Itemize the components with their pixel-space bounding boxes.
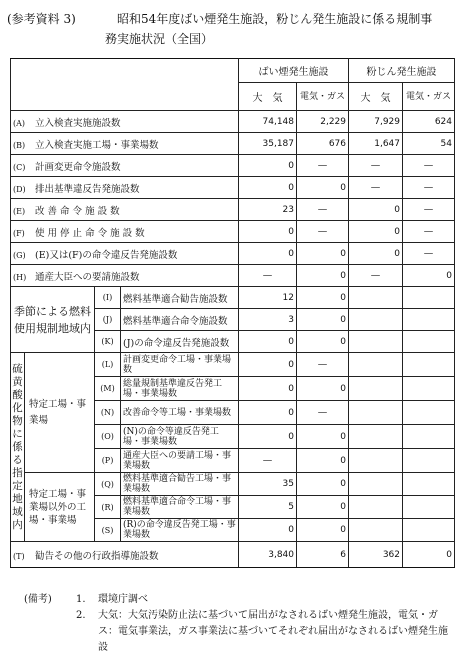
group-sox-designated-area: 硫黄酸化物に係る指定地域内 <box>11 353 25 542</box>
note-1: 環境庁調べ <box>98 594 148 605</box>
cell: 12 <box>239 287 297 309</box>
cell: 0 <box>403 265 455 287</box>
header-elec-gas-2: 電気・ガス <box>403 83 455 111</box>
group-seasonal-fuel-area: 季節による燃料使用規制地域内 <box>11 287 95 353</box>
cell: 0 <box>239 425 297 449</box>
row-key: (K) <box>95 331 121 353</box>
cell: — <box>349 265 403 287</box>
row-key: (A) <box>13 118 26 128</box>
cell: 0 <box>297 449 349 473</box>
row-key: (O) <box>95 425 121 449</box>
subgroup-other-factories: 特定工場・事業場以外の工場・事業場 <box>25 473 95 542</box>
cell <box>349 519 403 542</box>
row-label: 排出基準違反告発施設数 <box>35 183 140 195</box>
cell <box>349 401 403 425</box>
cell: 2,229 <box>297 111 349 133</box>
row-key: (B) <box>13 140 26 150</box>
cell: 35,187 <box>239 133 297 155</box>
row-key: (L) <box>95 353 121 377</box>
cell: 6 <box>297 542 349 568</box>
row-label: 燃料基準適合勧告施設数 <box>121 287 239 309</box>
header-air: 大 気 <box>239 83 297 111</box>
cell: 3 <box>239 309 297 331</box>
cell: — <box>297 199 349 221</box>
row-label: 勧告その他の行政指導施設数 <box>35 550 159 562</box>
row-label: (N)の命令等違反告発工場・事業場数 <box>121 425 239 449</box>
reference-label: (参考資料 3) <box>7 12 76 26</box>
cell <box>403 331 455 353</box>
cell: 0 <box>403 542 455 568</box>
cell: 0 <box>239 155 297 177</box>
row-key: (R) <box>95 496 121 519</box>
cell: 54 <box>403 133 455 155</box>
row-label: 燃料基準適合勧告工場・事業場数 <box>121 473 239 496</box>
note-index: 1. <box>76 594 86 605</box>
table-row <box>11 155 455 177</box>
cell: 0 <box>349 243 403 265</box>
cell <box>349 473 403 496</box>
row-label: 燃料基準適合命令工場・事業場数 <box>121 496 239 519</box>
cell: 0 <box>297 243 349 265</box>
cell <box>403 377 455 401</box>
cell <box>349 449 403 473</box>
cell <box>403 425 455 449</box>
cell: 0 <box>239 177 297 199</box>
cell: 0 <box>297 473 349 496</box>
table-row <box>11 473 455 496</box>
cell: 7,929 <box>349 111 403 133</box>
cell: 0 <box>297 331 349 353</box>
cell: — <box>403 221 455 243</box>
row-label: 使 用 停 止 命 令 施 設 数 <box>35 227 145 239</box>
cell: — <box>403 155 455 177</box>
cell: 0 <box>297 177 349 199</box>
row-key: (Q) <box>95 473 121 496</box>
cell: 676 <box>297 133 349 155</box>
document-title <box>7 9 457 49</box>
cell: 35 <box>239 473 297 496</box>
header-blank <box>11 59 239 111</box>
table-row <box>11 265 455 287</box>
table-row <box>11 111 455 133</box>
subgroup-specified-factories: 特定工場・事業場 <box>25 353 95 473</box>
cell: — <box>403 177 455 199</box>
cell: — <box>297 353 349 377</box>
cell: 23 <box>239 199 297 221</box>
cell <box>403 287 455 309</box>
cell: — <box>349 177 403 199</box>
cell <box>403 309 455 331</box>
header-elec-gas: 電気・ガス <box>297 83 349 111</box>
row-key: (C) <box>13 162 26 172</box>
note-2: 大気：大気汚染防止法に基づいて届出がなされるばい煙発生施設，電気・ガス：電気事業法，ガス事業法に基づいてそれぞれ届出がなされるばい煙発生施設 <box>98 610 448 653</box>
cell: 0 <box>297 519 349 542</box>
row-label: 総量規制基準違反告発工場・事業場数 <box>121 377 239 401</box>
cell: 0 <box>297 425 349 449</box>
row-key: (N) <box>95 401 121 425</box>
title-line-2: 務実施状況（全国） <box>105 32 214 46</box>
regulation-table <box>10 58 455 568</box>
cell: 0 <box>239 353 297 377</box>
cell <box>349 496 403 519</box>
notes <box>24 592 454 656</box>
cell: 0 <box>297 287 349 309</box>
row-key: (H) <box>13 272 27 282</box>
row-label: (J)の命令違反告発施設数 <box>121 331 239 353</box>
table-row <box>11 177 455 199</box>
cell: 0 <box>239 331 297 353</box>
row-label: 立入検査実施工場・事業場数 <box>35 139 159 151</box>
row-key: (S) <box>95 519 121 542</box>
header-dust-facilities: 粉じん発生施設 <box>349 59 455 83</box>
row-key: (M) <box>95 377 121 401</box>
header-air-2: 大 気 <box>349 83 403 111</box>
cell: 624 <box>403 111 455 133</box>
cell <box>349 331 403 353</box>
table-row <box>11 353 455 377</box>
table-row <box>11 243 455 265</box>
title-line-1: 昭和54年度ばい煙発生施設，粉じん発生施設に係る規制事 <box>117 12 433 26</box>
cell: — <box>297 155 349 177</box>
cell: 74,148 <box>239 111 297 133</box>
row-label: (E)又は(F)の命令違反告発施設数 <box>35 249 178 261</box>
header-soot-facilities: ばい煙発生施設 <box>239 59 349 83</box>
cell: 1,647 <box>349 133 403 155</box>
row-key: (T) <box>13 551 25 561</box>
table-row <box>11 221 455 243</box>
cell: — <box>239 265 297 287</box>
cell <box>349 425 403 449</box>
cell: 0 <box>239 243 297 265</box>
row-key: (E) <box>13 206 26 216</box>
cell <box>403 496 455 519</box>
row-key: (D) <box>13 184 26 194</box>
cell <box>403 519 455 542</box>
note-index: 2. <box>76 610 86 621</box>
notes-label: (備考) <box>24 594 52 605</box>
row-key: (J) <box>95 309 121 331</box>
cell: 362 <box>349 542 403 568</box>
cell <box>349 287 403 309</box>
cell: — <box>349 155 403 177</box>
table-row <box>11 199 455 221</box>
cell: 0 <box>297 309 349 331</box>
row-label: 計画変更命令工場・事業場数 <box>121 353 239 377</box>
cell: 0 <box>297 265 349 287</box>
table-row <box>11 542 455 568</box>
cell <box>403 353 455 377</box>
cell: 0 <box>239 377 297 401</box>
cell <box>403 449 455 473</box>
cell: 0 <box>239 519 297 542</box>
row-key: (G) <box>13 250 26 260</box>
cell <box>403 401 455 425</box>
row-key: (P) <box>95 449 121 473</box>
cell: 0 <box>349 199 403 221</box>
cell: — <box>403 243 455 265</box>
cell: 0 <box>297 496 349 519</box>
row-label: 立入検査実施施設数 <box>35 117 121 129</box>
cell <box>403 473 455 496</box>
cell: 0 <box>239 401 297 425</box>
cell: 5 <box>239 496 297 519</box>
row-label: 計画変更命令施設数 <box>35 161 121 173</box>
row-key: (F) <box>13 228 25 238</box>
cell: — <box>239 449 297 473</box>
row-key: (I) <box>95 287 121 309</box>
row-label: 通産大臣への要請施設数 <box>35 271 140 283</box>
row-label: 改 善 命 令 施 設 数 <box>35 205 120 217</box>
cell: — <box>403 199 455 221</box>
row-label: (R)の命令違反告発工場・事業場数 <box>121 519 239 542</box>
cell: 0 <box>349 221 403 243</box>
cell <box>349 377 403 401</box>
row-label: 燃料基準適合命令施設数 <box>121 309 239 331</box>
cell <box>349 353 403 377</box>
row-label: 改善命令等工場・事業場数 <box>121 401 239 425</box>
cell: 0 <box>239 221 297 243</box>
cell: — <box>297 221 349 243</box>
cell: 3,840 <box>239 542 297 568</box>
cell: 0 <box>297 377 349 401</box>
table-row <box>11 133 455 155</box>
cell: — <box>297 401 349 425</box>
row-label: 通産大臣への要請工場・事業場数 <box>121 449 239 473</box>
cell <box>349 309 403 331</box>
table-row <box>11 287 455 309</box>
